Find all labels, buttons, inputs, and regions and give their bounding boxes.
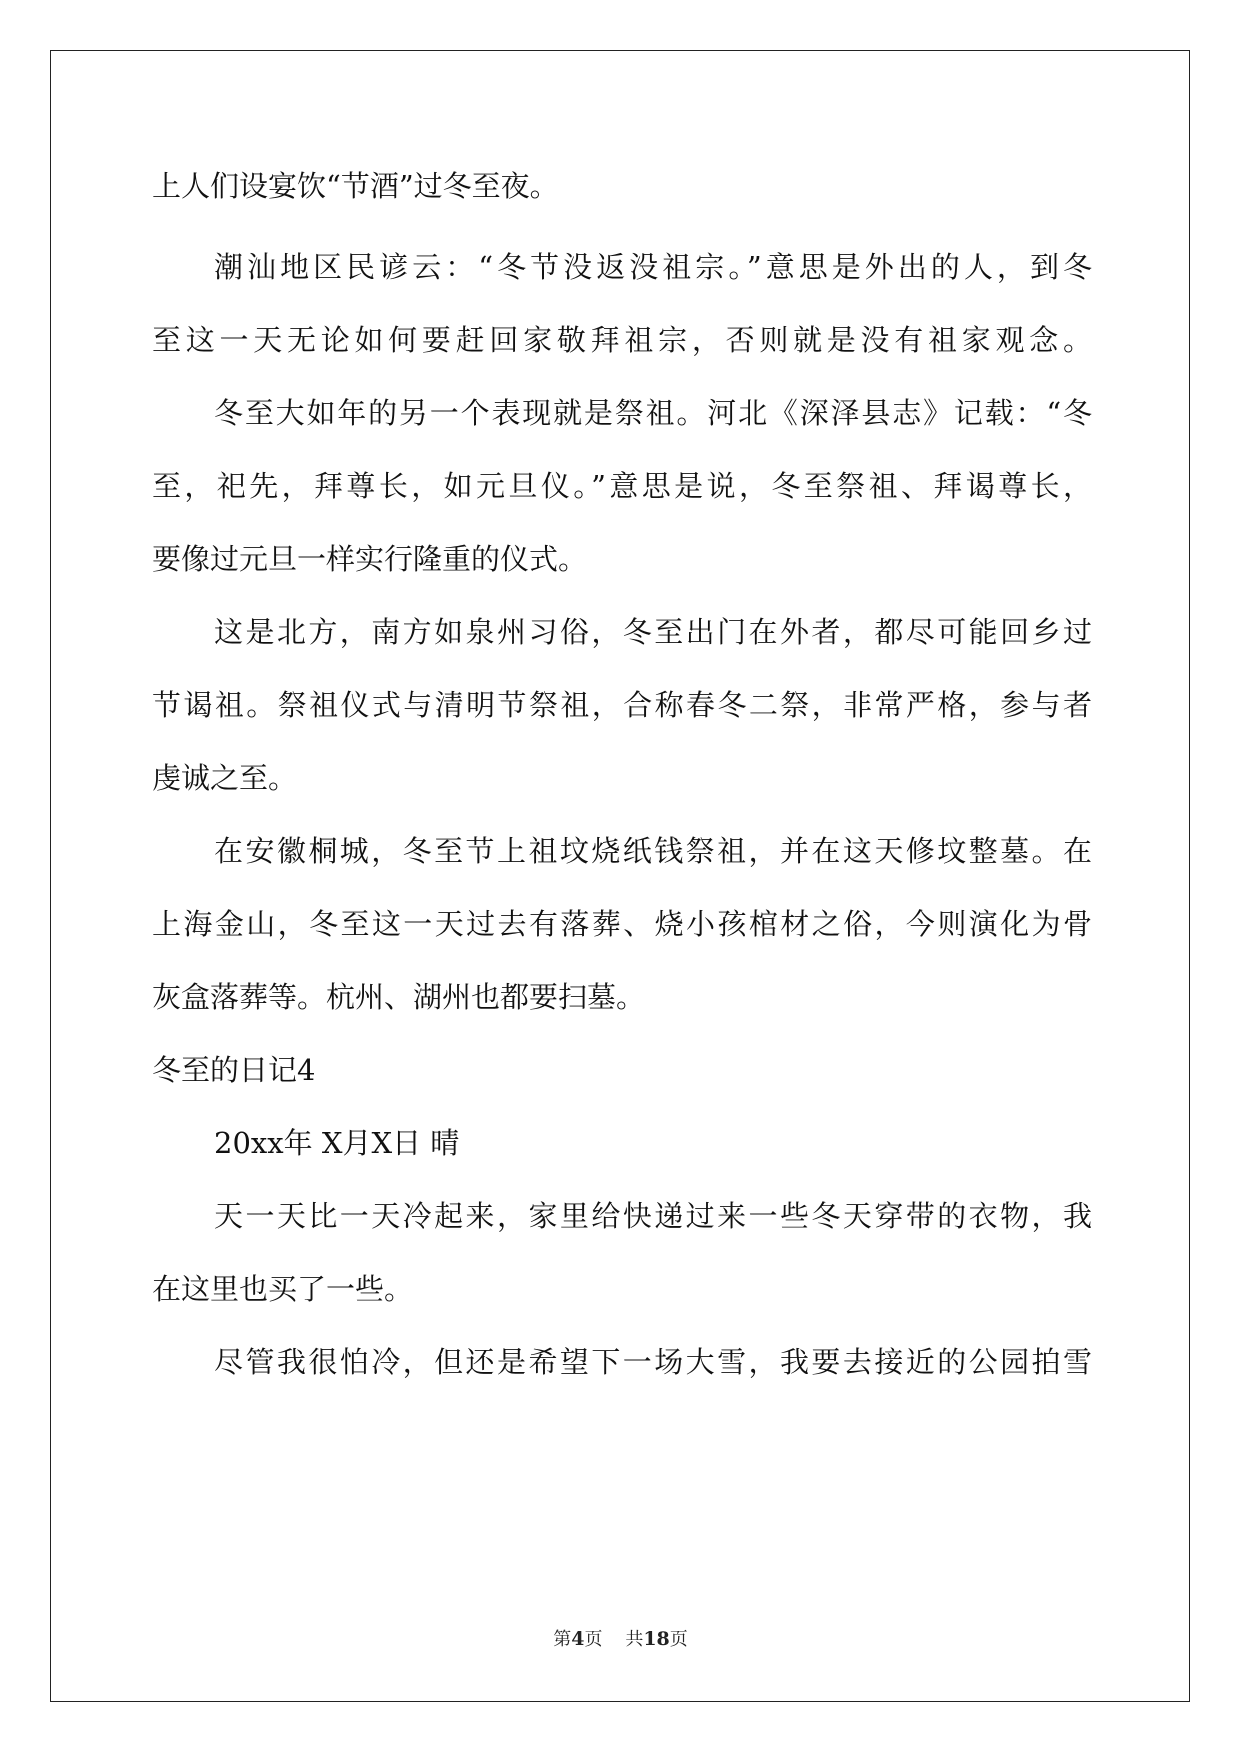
section-heading: 冬至的日记4	[152, 1053, 316, 1087]
text-line: 在安徽桐城，冬至节上祖坟烧纸钱祭祖，并在这天修坟整墓。在	[214, 834, 1092, 868]
text-line: 至，祀先，拜尊长，如元旦仪。”意思是说，冬至祭祖、拜谒尊长，	[152, 469, 1092, 503]
text-line: 潮汕地区民谚云：“冬节没返没祖宗。”意思是外出的人，到冬	[214, 250, 1092, 284]
text-line: 天一天比一天冷起来，家里给快递过来一些冬天穿带的衣物，我	[214, 1199, 1092, 1233]
footer-page-number: 4	[571, 1628, 585, 1650]
footer-page-prefix: 第	[553, 1629, 572, 1650]
footer-total-prefix: 共	[625, 1629, 644, 1650]
text-line: 这是北方，南方如泉州习俗，冬至出门在外者，都尽可能回乡过	[214, 615, 1092, 649]
footer-total-pages: 18	[643, 1628, 670, 1650]
text-line: 虔诚之至。	[152, 761, 298, 795]
text-line: 冬至大如年的另一个表现就是祭祖。河北《深泽县志》记载：“冬	[214, 396, 1092, 430]
footer-total-suffix: 页	[669, 1629, 688, 1650]
text-line: 灰盒落葬等。杭州、湖州也都要扫墓。	[152, 980, 646, 1014]
footer-page-suffix: 页	[584, 1629, 603, 1650]
text-line: 节谒祖。祭祖仪式与清明节祭祖，合称春冬二祭，非常严格，参与者	[152, 688, 1092, 722]
page-footer	[0, 1625, 1241, 1651]
text-line: 要像过元旦一样实行隆重的仪式。	[152, 542, 588, 576]
text-line: 上人们设宴饮“节酒”过冬至夜。	[152, 169, 559, 203]
diary-date: 20xx年 X月X日 晴	[214, 1126, 460, 1160]
text-line: 至这一天无论如何要赶回家敬拜祖宗，否则就是没有祖家观念。	[152, 323, 1092, 357]
text-line: 上海金山，冬至这一天过去有落葬、烧小孩棺材之俗，今则演化为骨	[152, 907, 1092, 941]
text-line: 在这里也买了一些。	[152, 1272, 414, 1306]
page-frame	[50, 50, 1190, 1702]
text-line: 尽管我很怕冷，但还是希望下一场大雪，我要去接近的公园拍雪	[214, 1345, 1092, 1379]
